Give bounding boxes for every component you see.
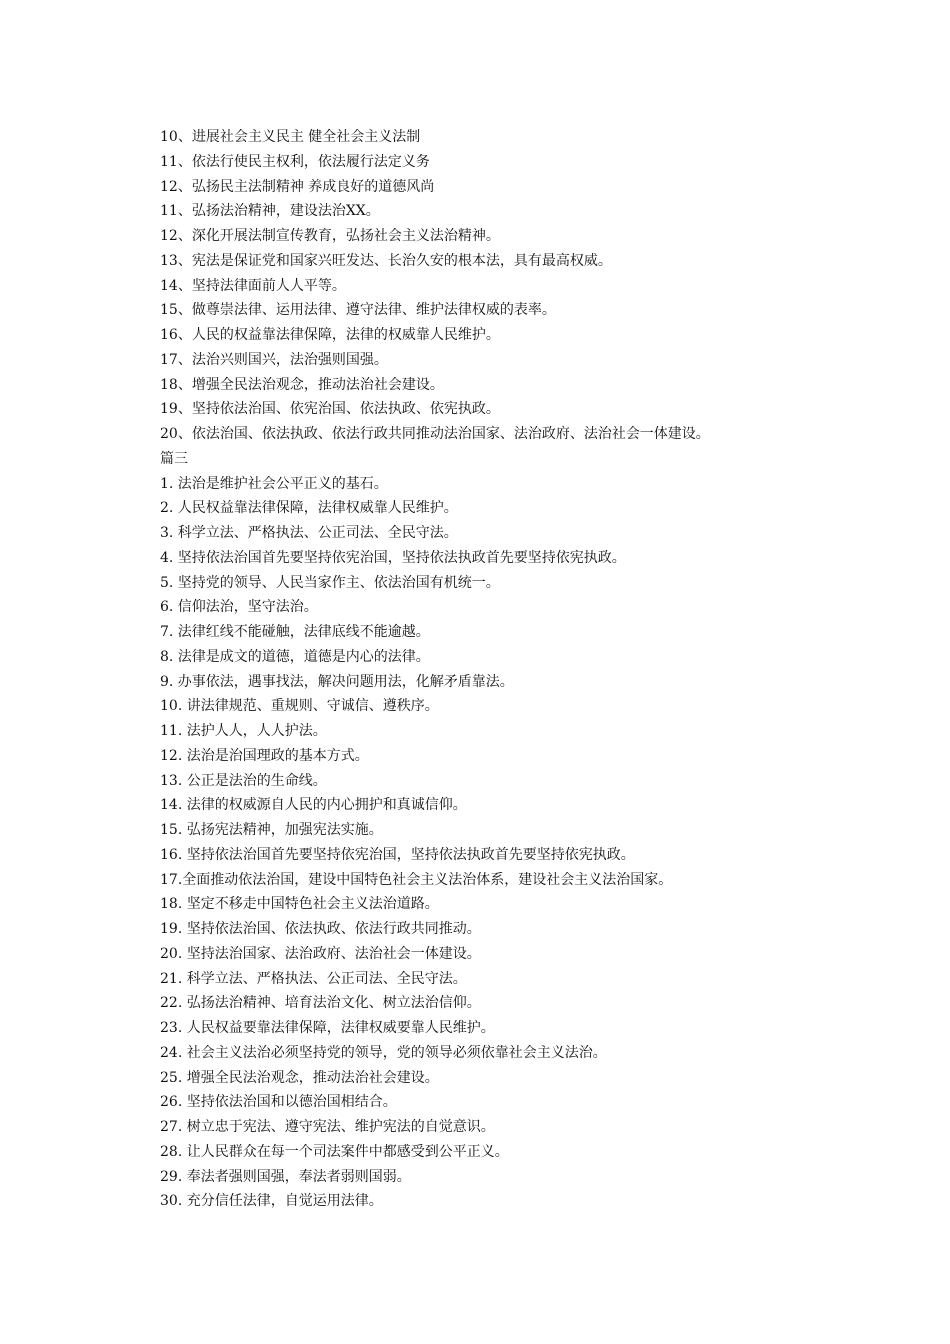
slogan-line: 8. 法律是成文的道德，道德是内心的法律。	[160, 648, 430, 665]
slogan-line: 30. 充分信任法律，自觉运用法律。	[160, 1193, 383, 1210]
slogan-line: 26. 坚持依法治国和以德治国相结合。	[160, 1094, 397, 1111]
slogan-line: 19、坚持依法治国、依宪治国、依法执政、依宪执政。	[160, 401, 500, 418]
slogan-line: 10. 讲法律规范、重规则、守诚信、遵秩序。	[160, 698, 439, 715]
slogan-line: 22. 弘扬法治精神、培育法治文化、树立法治信仰。	[160, 995, 481, 1012]
slogan-line: 17、法治兴则国兴，法治强则国强。	[160, 351, 388, 368]
slogan-line: 3. 科学立法、严格执法、公正司法、全民守法。	[160, 525, 458, 541]
slogan-line: 21. 科学立法、严格执法、公正司法、全民守法。	[160, 970, 467, 987]
slogan-line: 20. 坚持法治国家、法治政府、法治社会一体建设。	[160, 945, 481, 962]
slogan-line: 16. 坚持依法治国首先要坚持依宪治国，坚持依法执政首先要坚持依宪执政。	[160, 846, 635, 863]
slogan-list-part1	[160, 125, 920, 447]
slogan-line: 7. 法律红线不能碰触，法律底线不能逾越。	[160, 624, 430, 640]
slogan-line: 16、人民的权益靠法律保障，法律的权威靠人民维护。	[160, 327, 500, 343]
slogan-line: 9. 办事依法，遇事找法，解决问题用法，化解矛盾靠法。	[160, 673, 514, 690]
slogan-line: 1. 法治是维护社会公平正义的基石。	[160, 475, 388, 492]
slogan-line: 18、增强全民法治观念，推动法治社会建设。	[160, 376, 444, 393]
slogan-line: 18. 坚定不移走中国特色社会主义法治道路。	[160, 896, 439, 913]
slogan-line: 15. 弘扬宪法精神，加强宪法实施。	[160, 822, 383, 838]
slogan-line: 2. 人民权益靠法律保障，法律权威靠人民维护。	[160, 500, 458, 517]
slogan-line: 15、做尊崇法律、运用法律、遵守法律、维护法律权威的表率。	[160, 302, 556, 319]
slogan-line: 11. 法护人人，人人护法。	[160, 723, 327, 739]
slogan-line: 6. 信仰法治，坚守法治。	[160, 599, 318, 616]
slogan-line: 20、依法治国、依法执政、依法行政共同推动法治国家、法治政府、法治社会一体建设。	[160, 426, 710, 442]
slogan-line: 17.全面推动依法治国，建设中国特色社会主义法治体系，建设社会主义法治国家。	[160, 871, 673, 888]
slogan-line: 14. 法律的权威源自人民的内心拥护和真诚信仰。	[160, 797, 467, 814]
document-body	[160, 125, 920, 1214]
slogan-line: 13、宪法是保证党和国家兴旺发达、长治久安的根本法，具有最高权威。	[160, 252, 612, 269]
slogan-line: 23. 人民权益要靠法律保障，法律权威要靠人民维护。	[160, 1020, 495, 1036]
slogan-line: 12. 法治是治国理政的基本方式。	[160, 747, 369, 764]
slogan-line: 5. 坚持党的领导、人民当家作主、依法治国有机统一。	[160, 574, 500, 591]
slogan-line: 12、深化开展法制宣传教育，弘扬社会主义法治精神。	[160, 228, 500, 244]
slogan-line: 25. 增强全民法治观念，推动法治社会建设。	[160, 1069, 439, 1086]
slogan-line: 19. 坚持依法治国、依法执政、依法行政共同推动。	[160, 921, 481, 937]
slogan-list-part2	[160, 472, 920, 1215]
slogan-line: 29. 奉法者强则国强，奉法者弱则国弱。	[160, 1168, 411, 1185]
slogan-line: 11、弘扬法治精神，建设法治XX。	[160, 203, 380, 220]
slogan-line: 27. 树立忠于宪法、遵守宪法、维护宪法的自觉意识。	[160, 1119, 495, 1135]
slogan-line: 13. 公正是法治的生命线。	[160, 772, 327, 789]
slogan-line: 14、坚持法律面前人人平等。	[160, 277, 346, 294]
slogan-line: 28. 让人民群众在每一个司法案件中都感受到公平正义。	[160, 1143, 509, 1160]
slogan-line: 24. 社会主义法治必须坚持党的领导，党的领导必须依靠社会主义法治。	[160, 1044, 607, 1061]
slogan-line: 4. 坚持依法治国首先要坚持依宪治国，坚持依法执政首先要坚持依宪执政。	[160, 549, 626, 566]
slogan-line: 10、进展社会主义民主 健全社会主义法制	[160, 129, 421, 145]
slogan-line: 11、依法行使民主权利，依法履行法定义务	[160, 153, 430, 170]
section-heading: 篇三	[160, 450, 188, 467]
slogan-line: 12、弘扬民主法制精神 养成良好的道德风尚	[160, 178, 435, 195]
